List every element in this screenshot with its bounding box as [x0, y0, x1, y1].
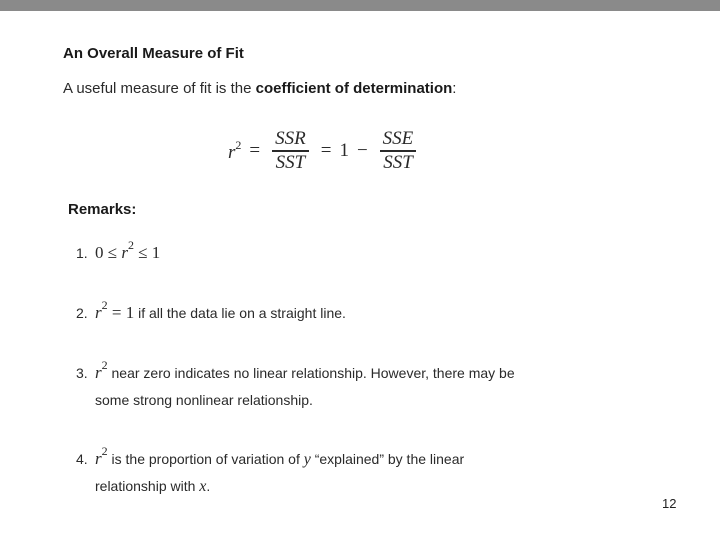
- formula-exp: 2: [127, 238, 134, 252]
- intro-bold-term: coefficient of determination: [255, 80, 453, 97]
- formula-var-r: r: [121, 243, 128, 262]
- remark-number: 4.: [76, 451, 88, 467]
- formula-var-r: r: [95, 449, 102, 468]
- equation-lhs: [228, 138, 241, 164]
- remarks-title: Remarks:: [68, 201, 137, 218]
- remark-text: is the proportion of variation of: [107, 451, 304, 467]
- equation-lhs-exp: 2: [235, 138, 242, 152]
- remark-text: if all the data lie on a straight line.: [134, 305, 346, 321]
- equation-one: 1: [339, 140, 349, 161]
- formula-var-y: y: [303, 451, 311, 468]
- r-squared-equation: [228, 126, 420, 176]
- remark-formula: [95, 444, 108, 468]
- formula-part: = 1: [107, 303, 135, 322]
- remark-text-continued: [76, 473, 464, 500]
- intro-prefix: A useful measure of fit is the: [63, 80, 256, 97]
- intro-sentence: [63, 80, 456, 97]
- fraction-ssr-sst: [272, 128, 309, 173]
- remark-item-3: [76, 352, 515, 414]
- formula-part: 0 ≤: [95, 243, 122, 262]
- remark-item-1: [76, 232, 160, 267]
- remark-item-2: [76, 292, 346, 327]
- formula-exp: 2: [101, 444, 108, 458]
- fraction-sse-sst: [380, 128, 417, 173]
- remark-formula: [95, 298, 135, 322]
- remark-text: “explained” by the linear: [310, 451, 465, 467]
- fraction-numerator-sse: SSE: [382, 128, 414, 150]
- remark-text: .: [206, 478, 211, 494]
- remark-item-4: [76, 438, 464, 500]
- page-number: 12: [662, 496, 677, 511]
- remark-number: 3.: [76, 365, 88, 381]
- slide-title: An Overall Measure of Fit: [63, 45, 244, 62]
- remark-formula: [95, 358, 108, 382]
- top-bar: [0, 0, 720, 11]
- equation-equals-2: =: [320, 140, 332, 161]
- remark-number: 1.: [76, 245, 88, 261]
- formula-exp: 2: [101, 298, 108, 312]
- remark-number: 2.: [76, 305, 88, 321]
- remark-text-continued: some strong nonlinear relationship.: [95, 392, 313, 408]
- equation-lhs-var: r: [228, 142, 236, 163]
- intro-suffix: :: [452, 80, 457, 97]
- formula-var-r: r: [95, 303, 102, 322]
- fraction-numerator-ssr: SSR: [275, 128, 306, 150]
- remark-formula: [95, 238, 161, 262]
- equation-minus: −: [356, 140, 368, 161]
- remark-text: near zero indicates no linear relationship. However, there may be: [107, 365, 515, 381]
- equation-equals-1: =: [249, 140, 261, 161]
- formula-var-r: r: [95, 363, 102, 382]
- formula-part: ≤ 1: [133, 243, 161, 262]
- fraction-denominator-sst: SST: [275, 151, 306, 173]
- fraction-denominator-sst: SST: [383, 151, 413, 173]
- formula-var-x: x: [199, 478, 207, 495]
- remark-text: relationship with: [95, 478, 200, 494]
- formula-exp: 2: [101, 358, 108, 372]
